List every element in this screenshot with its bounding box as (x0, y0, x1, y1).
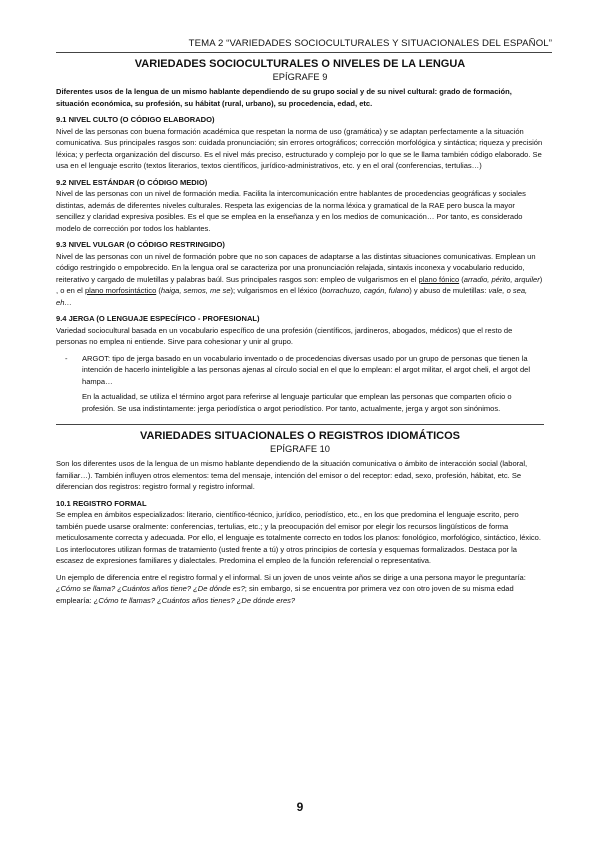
heading-9-4: 9.4 JERGA (O LENGUAJE ESPECÍFICO - PROFESIONAL) (56, 314, 260, 323)
example-text: ¿Cómo te llamas? ¿Cuántos años tienes? ¿De dónde eres? (93, 595, 296, 605)
text-run: Nivel de las personas con un nivel de formación pobre que no son capaces de adaptarse a las distintas situaciones comunicativas. Emplean un código restringido o empobrecido. En la lengua oral se caracteriza por una pronunciación relajada, sintaxis inconexa y vocabulario reducido, reiterativo y cargado de muletillas y palabras baúl. Sus principales rasgos son: empleo de vulgarismos en el (56, 251, 536, 284)
dash-bullet: - (65, 353, 68, 363)
text-run: Un ejemplo de diferencia entre el registro formal y el informal. Si un joven de unos veinte años se dirige a una persona mayor le preguntaría: (56, 572, 526, 582)
underlined-term: plano fónico (418, 274, 460, 284)
intro-paragraph: Son los diferentes usos de la lengua de un mismo hablante dependiendo de la situación comunicativa o ámbito de interacción social (laboral, familiar…). También influyen otros elementos: tema del mensaje, intención del emisor o del receptor: edad, sexo, profesión, hábitat, etc. Se diferencian dos registros: registro formal y registro informal. (56, 459, 528, 491)
text-run: ); vulgarismos en el léxico ( (230, 286, 322, 295)
text-run: ( (156, 286, 161, 295)
section-title: VARIEDADES SOCIOCULTURALES O NIVELES DE LA LENGUA (134, 58, 466, 70)
section-title: VARIEDADES SITUACIONALES O REGISTROS IDIOMÁTICOS (139, 430, 461, 442)
paragraph-nivel-culto: Nivel de las personas con buena formación académica que respetan la norma de uso (gramática) y se adaptan perfectamente a la situación comunicativa. Sus principales rasgos son: cuidada pronunciación; sin errores ortográficos; corrección morfológica y sintáctica; riqueza y precisión léxica; y perfecta organización del discurso. Es el nivel más preciso, estructurado y complejo por lo que se le llama también código elaborado. Se usa en el lenguaje escrito (textos literarios, textos científicos, jurídico-administrativos, etc. y en el oral (conferencias, tertulias…) (56, 126, 543, 170)
heading-9-3: 9.3 NIVEL VULGAR (O CÓDIGO RESTRINGIDO) (56, 240, 225, 249)
text-run: ) y abuso de muletillas: (409, 286, 489, 295)
page-content (56, 55, 544, 611)
heading-9-2: 9.2 NIVEL ESTÁNDAR (O CÓDIGO MEDIO) (56, 177, 208, 187)
heading-9-1: 9.1 NIVEL CULTO (O CÓDIGO ELABORADO) (56, 115, 215, 124)
section-subtitle: EPÍGRAFE 9 (272, 72, 328, 82)
bullet-list (56, 353, 544, 388)
running-header: TEMA 2 “VARIEDADES SOCIOCULTURALES Y SITUACIONALES DEL ESPAÑOL” (188, 38, 552, 49)
paragraph-registro-formal: Se emplea en ámbitos especializados: literario, científico-técnico, jurídico, periodístico, etc., en los que predomina el lenguaje escrito, pero también puede usarse oralmente: conferencias, tertulias, etc.; y la preocupación del emisor por elegir los recursos lingüísticos de forma meticulosamente correcta y adecuada. Por ello, el lenguaje es totalmente correcto en todos los planos: fonológico, morfológico, sintáctico, léxico. Los interlocutores utilizan formas de tratamiento (usted frente a tú) y otros principios de cortesía y esquemas formalizados. Destaca por la escasez de expresiones familiares y dialectales. Predomina el empleo de la función referencial o representativa. (56, 510, 541, 565)
bullet-continuation: En la actualidad, se utiliza el término argot para referirse al lenguaje particular que emplean las personas que comparten oficio o profesión. Se usa indistintamente: jerga periodística o argot periodístico. Por tanto, actualmente, jerga y argot son sinónimos. (82, 392, 512, 413)
paragraph-jerga: Variedad sociocultural basada en un vocabulario específico de una profesión (científicos, jardineros, abogados, médicos) que el resto de personas no emplea ni entiende. Sirve para cohesionar y unir al grupo. (56, 325, 513, 346)
text-run: ) , o en el (56, 274, 543, 295)
section-divider (56, 424, 544, 425)
example-text: borrachuzo, cagón, fulano (321, 286, 410, 295)
intro-paragraph: Diferentes usos de la lengua de un mismo hablante dependiendo de su grupo social y de su nivel cultural: grado de formación, situación económica, su profesión, su hábitat (rural, urbano), su procedencia, edad, etc. (56, 87, 512, 108)
list-item (56, 353, 544, 388)
text-run: ; sin embargo, si se encuentra por primera vez con otro joven de su misma edad emplearía: (56, 584, 514, 605)
example-text: haiga, semos, me se (160, 286, 231, 295)
underlined-term: plano morfosintáctico (84, 286, 157, 295)
header-rule (56, 52, 552, 53)
paragraph-nivel-estandar: Nivel de las personas con un nivel de formación media. Facilita la intercomunicación entre hablantes de procedencias geográficas y sociales distintas, además de diferentes niveles culturales. Respeta las exigencias de la norma léxica y gramatical de la RAE pero busca la mayor sencillez y claridad expresiva posibles. Es el que se emplea en la enseñanza y en los medios de comunicación… Por tanto, es considerado modelo de corrección por todos los hablantes. (56, 189, 526, 233)
paragraph-example (56, 572, 544, 607)
heading-10-1: 10.1 REGISTRO FORMAL (56, 498, 147, 508)
section-subtitle: EPÍGRAFE 10 (270, 444, 330, 454)
paragraph-nivel-vulgar (56, 251, 544, 309)
example-text: ¿Cómo se llama? ¿Cuántos años tiene? ¿De dónde es? (56, 584, 245, 593)
example-text: vale, o sea, eh… (56, 286, 528, 307)
example-text: arradio, périto, arquiler (463, 274, 540, 284)
text-run: ( (459, 274, 464, 284)
page-number: 9 (296, 800, 304, 814)
bullet-text: ARGOT: tipo de jerga basado en un vocabulario inventado o de procedencias diversas usado por un grupo de personas que tienen la intención de hacerlo ininteligible a las personas ajenas al círculo social en el que lo emplean: el argot militar, el argot cheli, el argot del hampa… (82, 353, 531, 386)
